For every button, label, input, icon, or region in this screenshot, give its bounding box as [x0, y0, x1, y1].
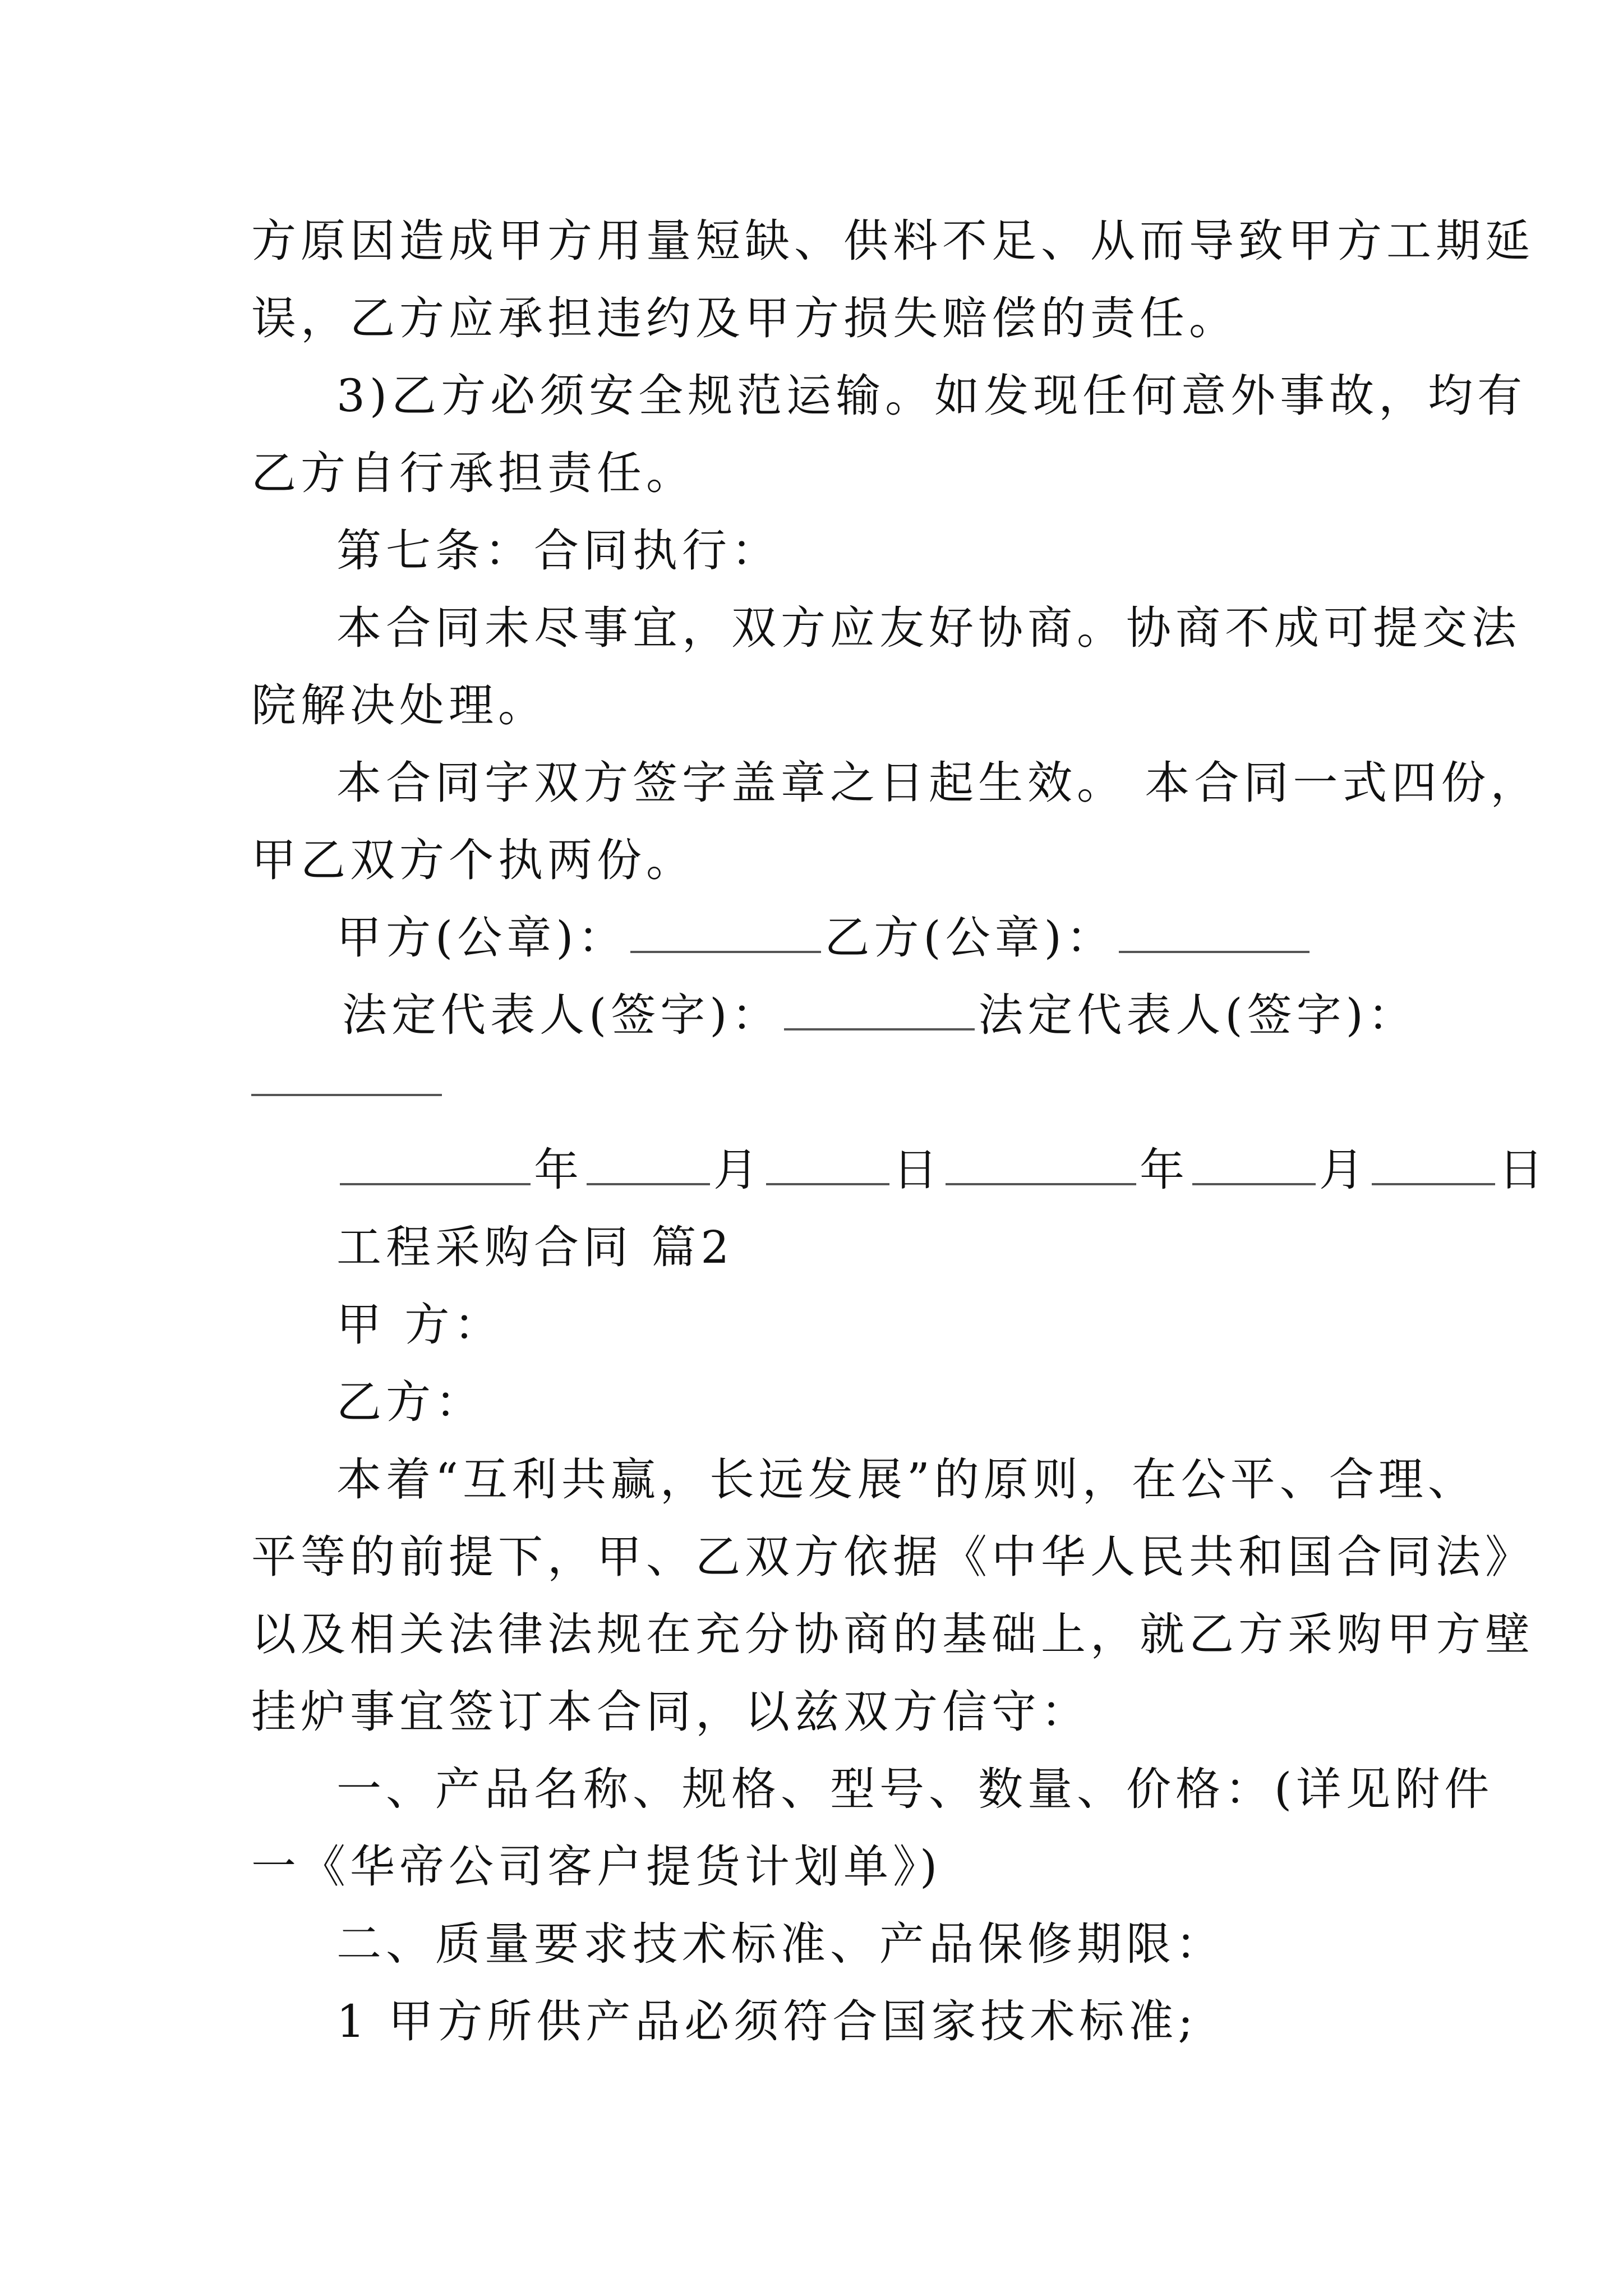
year-b-blank	[946, 1143, 1136, 1185]
body-line: 平等的前提下，甲、乙双方依据《中华人民共和国合同法》	[251, 1531, 1534, 1583]
day-a-label: 日	[893, 1144, 942, 1196]
rep-b-blank	[251, 1094, 442, 1096]
seal-line	[336, 910, 1313, 966]
party-b-label: 乙方：	[336, 1376, 485, 1428]
body-line: 二、质量要求技术标准、产品保修期限：	[336, 1918, 1225, 1970]
party-b-seal-label: 乙方(公章)：	[824, 912, 1115, 964]
rep-a-label: 法定代表人(签字)：	[342, 989, 781, 1041]
rep-a-blank	[784, 988, 975, 1030]
month-b-label: 月	[1319, 1144, 1368, 1196]
party-b-seal-blank	[1119, 910, 1310, 953]
body-line: 以及相关法律法规在充分协商的基础上，就乙方采购甲方壁	[251, 1608, 1534, 1660]
party-a-seal-label: 甲方(公章)：	[336, 912, 628, 964]
body-line: 院解决处理。	[251, 679, 547, 731]
body-line: 1 甲方所供产品必须符合国家技术标准;	[336, 1995, 1198, 2047]
body-line: 甲乙双方个执两份。	[251, 834, 695, 886]
year-a-label: 年	[534, 1144, 583, 1196]
party-a-label: 甲 方：	[336, 1299, 504, 1351]
party-a-seal-blank	[630, 910, 821, 953]
year-b-label: 年	[1140, 1144, 1189, 1196]
representative-line	[342, 987, 1417, 1043]
body-line: 本合同未尽事宜，双方应友好协商。协商不成可提交法	[336, 602, 1521, 654]
body-line: 挂炉事宜签订本合同，以兹双方信守：	[251, 1686, 1090, 1738]
body-line: 3)乙方必须安全规范运输。如发现任何意外事故，均有	[336, 370, 1527, 422]
article-heading: 第七条：合同执行：	[336, 524, 781, 577]
body-line: 本着“互利共赢，长远发展”的原则，在公平、合理、	[336, 1453, 1477, 1506]
year-a-blank	[340, 1143, 531, 1185]
rep-b-label: 法定代表人(签字)：	[978, 989, 1417, 1041]
body-line: 误，乙方应承担违约及甲方损失赔偿的责任。	[251, 292, 1238, 344]
day-b-label: 日	[1498, 1144, 1548, 1196]
day-b-blank	[1372, 1143, 1495, 1185]
section-title: 工程采购合同 篇2	[336, 1221, 734, 1273]
day-a-blank	[766, 1143, 889, 1185]
month-a-label: 月	[713, 1144, 763, 1196]
month-b-blank	[1192, 1143, 1316, 1185]
body-line: 乙方自行承担责任。	[251, 447, 695, 499]
month-a-blank	[587, 1143, 710, 1185]
body-line: 方原因造成甲方用量短缺、供料不足、从而导致甲方工期延	[251, 215, 1534, 267]
body-line: 一《华帝公司客户提货计划单》)	[251, 1841, 942, 1893]
body-line: 一、产品名称、规格、型号、数量、价格：(详见附件	[336, 1763, 1494, 1815]
date-line	[336, 1142, 1548, 1198]
body-line: 本合同字双方签字盖章之日起生效。 本合同一式四份，	[336, 757, 1540, 809]
